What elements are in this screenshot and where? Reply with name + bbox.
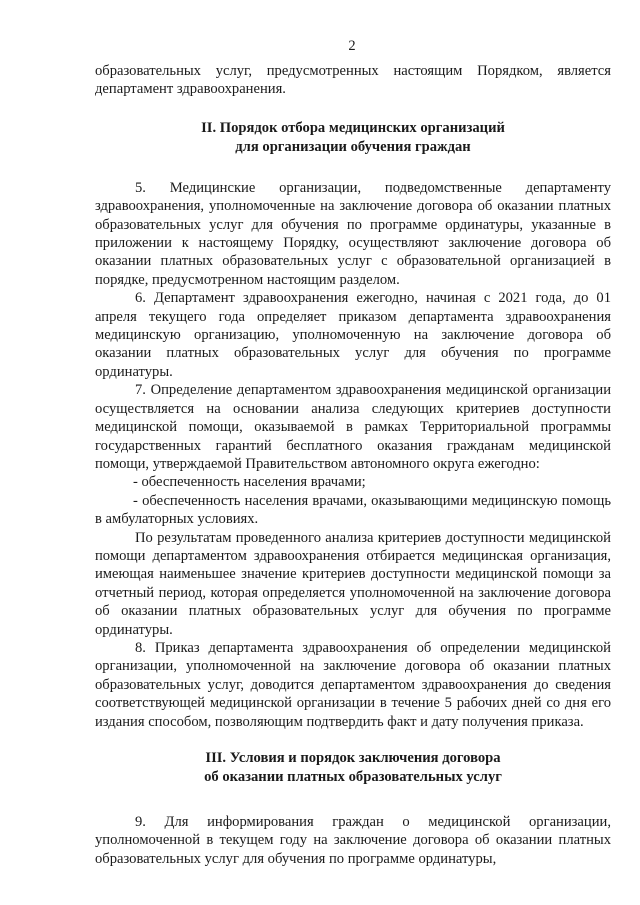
paragraph-8: 8. Приказ департамента здравоохранения об определении медицинской организации, уполномоченной на заключение договора об оказании платных образовательных услуг, доводится департаментом здравоохранения до сведения соответствующей медицинской организации в течение 5 рабочих дней со дня его издания способом, позволяющим подтвердить факт и дату получения приказа.: [95, 639, 611, 730]
section-2-heading: [95, 119, 611, 157]
criterion-item: - обеспеченность населения врачами;: [133, 474, 366, 491]
section-2-title-line-2: для организации обучения граждан: [235, 138, 471, 155]
paragraph-5: 5. Медицинские организации, подведомственные департаменту здравоохранения, уполномоченные на заключение договора об оказании платных образовательных услуг для обучения по программе ординатуры, указанные в приложении к настоящему Порядку, осуществляют заключение договора об оказании платных образовательных услуг с образовательной организацией в порядке, предусмотренном настоящим разделом.: [95, 179, 611, 288]
paragraph-7: 7. Определение департаментом здравоохранения медицинской организации осуществляется на основании анализа следующих критериев доступности медицинской помощи, оказываемой в рамках Территориальной программы государственных гарантий бесплатного оказания гражданам медицинской помощи, утверждаемой Правительством автономного округа ежегодно:: [95, 382, 611, 472]
section-2-title-line-1: II. Порядок отбора медицинских организаций: [201, 119, 505, 136]
criterion-item: - обеспеченность населения врачами, оказывающими медицинскую помощь в амбулаторных условиях.: [95, 492, 611, 528]
page-number: 2: [348, 38, 356, 54]
paragraph-7-result: По результатам проведенного анализа критериев доступности медицинской помощи департаментом здравоохранения отбирается медицинская организация, имеющая наименьшее значение критериев доступности медицинской помощи за отчетный период, которая определяется уполномоченной на заключение договора об оказании платных образовательных услуг для обучения по программе ординатуры.: [95, 529, 611, 638]
intro-paragraph: образовательных услуг, предусмотренных настоящим Порядком, является департамент здравоохранения.: [95, 63, 611, 98]
document-body: [95, 62, 611, 868]
paragraph-9: 9. Для информирования граждан о медицинской организации, уполномоченной в текущем году на заключение договора об оказании платных образовательных услуг для обучения по программе ординатуры,: [95, 814, 611, 867]
section-3-title-line-1: III. Условия и порядок заключения договора: [205, 750, 501, 766]
paragraph-6: 6. Департамент здравоохранения ежегодно, начиная с 2021 года, до 01 апреля текущего года определяет приказом департамента здравоохранения медицинскую организацию, уполномоченную на заключение договора об оказании платных образовательных услуг для обучения по программе ординатуры.: [95, 290, 611, 380]
section-3-heading: [95, 749, 611, 787]
section-3-title-line-2: об оказании платных образовательных услуг: [204, 769, 502, 785]
